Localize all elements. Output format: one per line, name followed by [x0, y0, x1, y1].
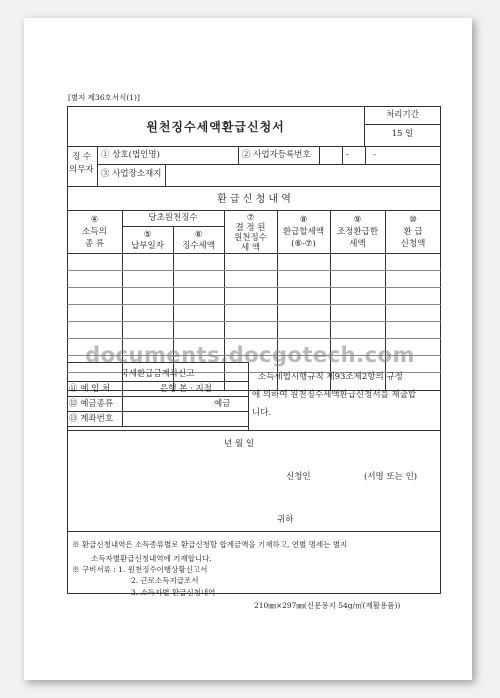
- note-1: ※ 환급신청내역은 소득종류별로 환급신청할 합계금액을 기재하고, 연별 명세는 별지: [72, 540, 348, 549]
- statement-line-1: 소득세법시행규칙 제93조제2항의 규정: [258, 372, 403, 382]
- col-withheld-tax-num: ⑥: [194, 230, 203, 240]
- table-row: [67, 321, 441, 322]
- col-group-original-withholding: 당초원천징수: [148, 213, 198, 223]
- col-refundable-tax: 환급할세액: [282, 227, 325, 237]
- business-reg-no-label: ② 사업자등록번호: [242, 150, 311, 160]
- business-reg-no-separator: -: [373, 150, 376, 160]
- col-refund-request-2: 신청액: [400, 239, 426, 249]
- col-determined-tax-2: 원천징수: [234, 233, 267, 243]
- statement-line-3: 니다.: [252, 408, 272, 418]
- business-name-label: ① 상호(법인명): [101, 150, 160, 160]
- business-reg-no-separator: -: [346, 150, 349, 160]
- processing-period-label: 처리기간: [386, 110, 419, 120]
- required-docs: ※ 구비서류 : 1. 원천징수이행상황신고서: [72, 565, 208, 574]
- withholder-label-2: 의무자: [69, 165, 94, 175]
- col-determined-tax-num: ⑦: [246, 213, 255, 223]
- col-determined-tax: 결 정 된: [235, 223, 266, 233]
- signature-label: (서명 또는 인): [364, 472, 418, 482]
- col-adjusted-refund-2: 세액: [349, 239, 366, 249]
- date-field: 년 월 일: [224, 439, 255, 449]
- table-row: [67, 304, 441, 305]
- col-refund-request: 환 급: [403, 227, 423, 237]
- col-adjusted-refund: 조정환급한: [336, 227, 379, 237]
- col-payment-date: 납부일자: [131, 241, 164, 251]
- col-income-type-num: ④: [90, 215, 99, 225]
- required-doc-2: 2. 근로소득지급조서: [131, 576, 199, 585]
- col-income-type-2: 종 류: [84, 239, 105, 249]
- col-refundable-tax-2: (⑥-⑦): [291, 239, 316, 249]
- col-payment-date-num: ⑤: [143, 230, 152, 240]
- table-row: [67, 270, 441, 271]
- table-row: [67, 287, 441, 288]
- col-determined-tax-3: 세 액: [240, 243, 261, 253]
- col-withheld-tax: 징수세액: [182, 241, 215, 251]
- col-income-type: 소득의: [82, 227, 107, 237]
- required-doc-3: 3. 소득자별 환급신청내역: [131, 588, 216, 597]
- business-address-label: ③ 사업장소재지: [101, 169, 162, 179]
- watermark-text: documents.docgotech.com: [85, 343, 415, 367]
- applicant-label: 신청인: [286, 472, 311, 482]
- account-number-label: ⑬ 계좌번호: [69, 414, 114, 424]
- deposit-type-label: ⑫ 예금종류: [69, 399, 114, 409]
- col-adjusted-refund-num: ⑨: [353, 215, 362, 225]
- statement-line-2: 에 의하여 원천징수세액환급신청서를 제출합: [252, 390, 417, 400]
- form-number: [별지 제36호서식(1)]: [68, 93, 140, 102]
- table-row: [67, 338, 441, 339]
- addressee-label: 귀하: [277, 515, 294, 525]
- col-refundable-tax-num: ⑧: [299, 215, 308, 225]
- bank-value: 은행 본 · 지점: [160, 384, 212, 394]
- processing-period-value: 15 일: [391, 129, 414, 139]
- account-report-title: 국세환급금계좌신고: [120, 369, 195, 379]
- withholder-label: 징 수: [72, 152, 92, 162]
- paper-spec: 210㎜×297㎜(신문용지 54g/㎡(재활용품)): [254, 601, 401, 610]
- bank-label: ⑪ 예 입 처: [69, 384, 111, 394]
- col-refund-request-num: ⑩: [409, 215, 417, 225]
- deposit-type-value: 예금: [214, 399, 231, 409]
- refund-section-title: 환 급 신 청 내 역: [217, 194, 291, 205]
- note-1-cont: 소득자별환급신청내역에 기재합니다.: [91, 554, 212, 563]
- form-title: 원천징수세액환급신청서: [146, 120, 285, 134]
